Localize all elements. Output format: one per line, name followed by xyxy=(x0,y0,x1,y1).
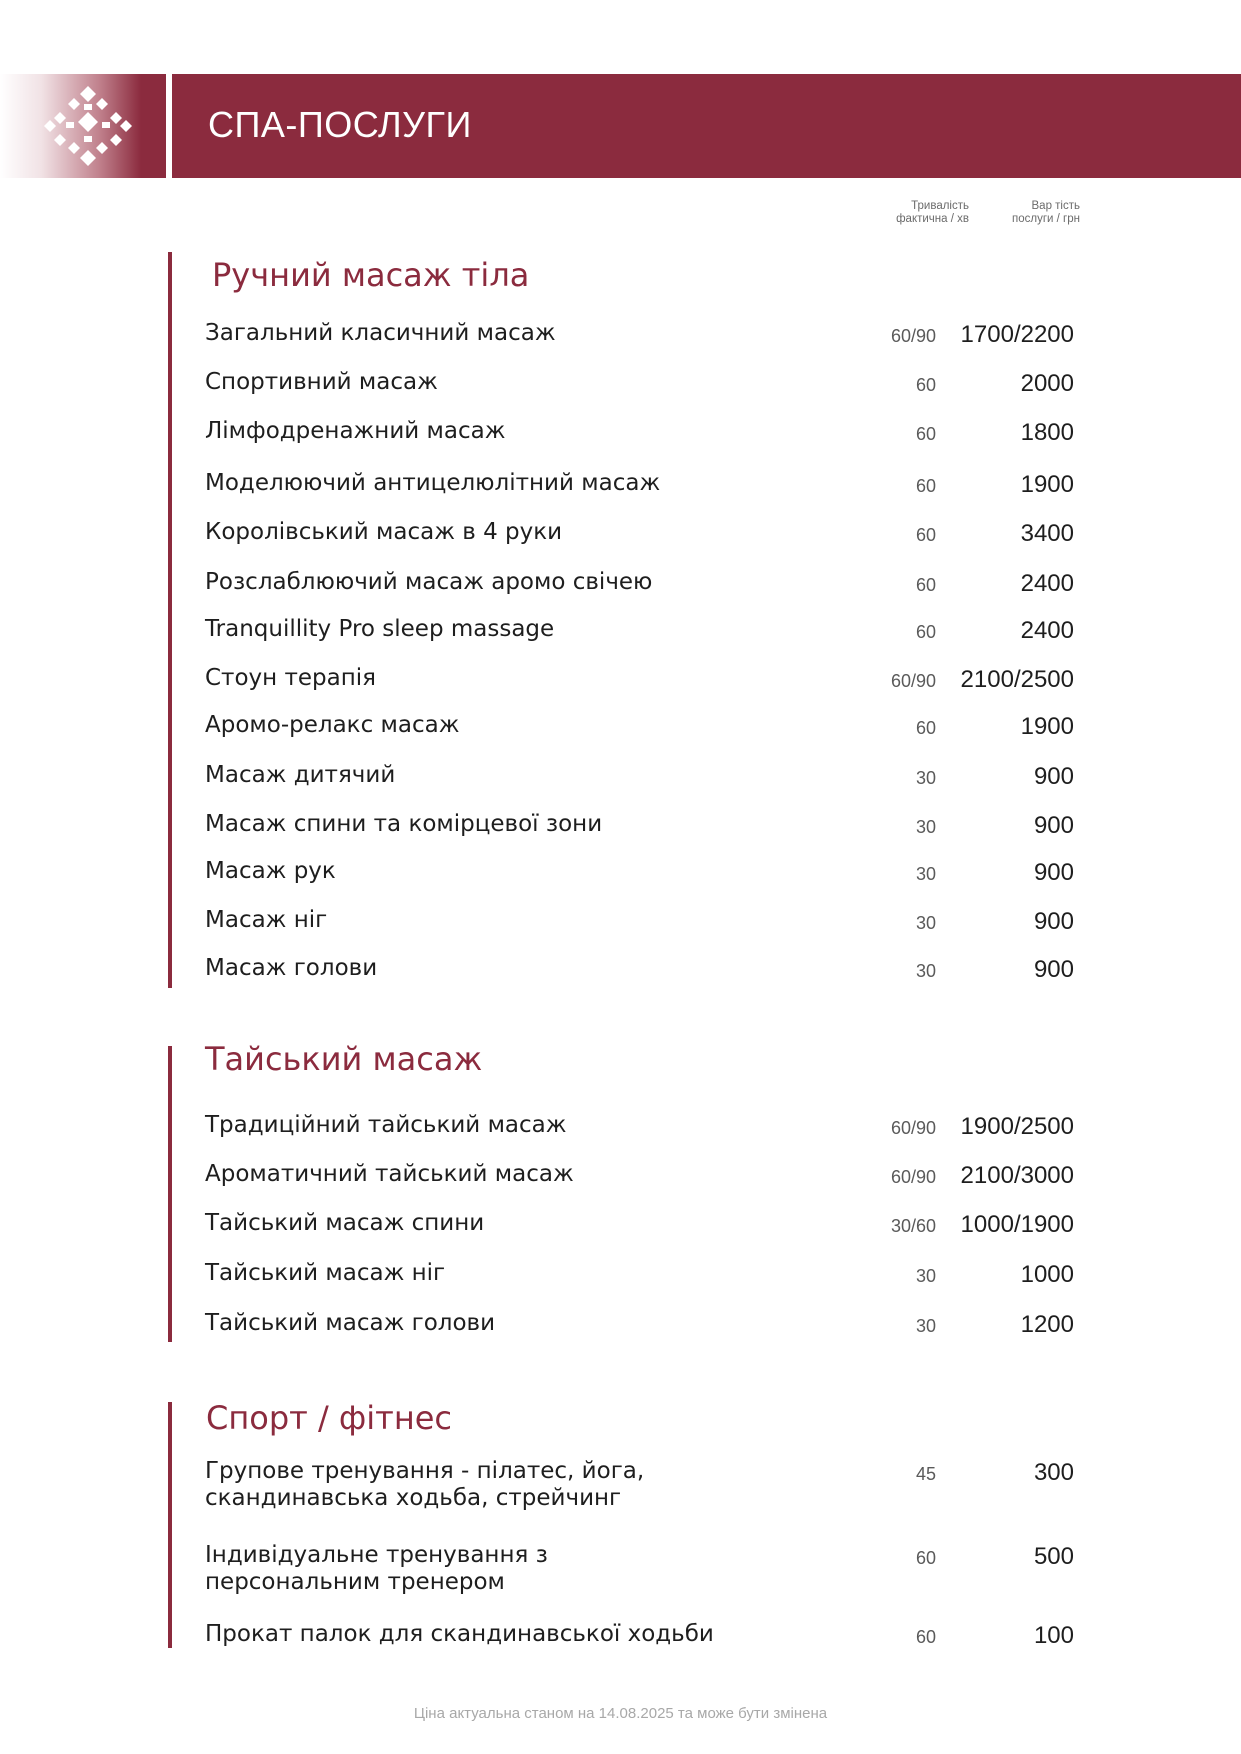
service-name: Лімфодренажний масаж xyxy=(205,418,506,444)
menu-row xyxy=(0,955,1241,995)
service-duration: 60 xyxy=(915,525,936,545)
service-name: Моделюючий антицелюлітний масаж xyxy=(205,470,661,496)
service-name: Tranquillity Pro sleep massage xyxy=(205,616,555,642)
service-price: 900 xyxy=(1033,859,1074,886)
section-accent-bar xyxy=(168,1402,172,1648)
service-name: Тайський масаж спини xyxy=(205,1210,485,1236)
menu-row xyxy=(0,858,1241,898)
service-name: Тайський масаж голови xyxy=(205,1310,496,1336)
service-duration: 60 xyxy=(915,1627,936,1647)
service-duration: 60/90 xyxy=(890,1118,936,1138)
menu-row xyxy=(0,907,1241,947)
service-duration: 30 xyxy=(915,864,936,884)
service-name: Масаж рук xyxy=(205,858,336,884)
service-duration: 30 xyxy=(915,768,936,788)
service-name: Масаж спини та комірцевої зони xyxy=(205,811,603,837)
service-name: Прокат палок для скандинавської ходьби xyxy=(205,1621,714,1647)
service-name: Королівський масаж в 4 руки xyxy=(205,519,563,545)
menu-row xyxy=(0,1458,1241,1518)
service-duration: 30 xyxy=(915,817,936,837)
menu-row xyxy=(0,1621,1241,1661)
service-duration: 60 xyxy=(915,476,936,496)
price-column-header xyxy=(1012,200,1080,226)
service-name: Традиційний тайський масаж xyxy=(205,1112,567,1138)
menu-row xyxy=(0,665,1241,705)
service-duration: 60/90 xyxy=(890,326,936,346)
price-header-line1: Вар тість xyxy=(1031,200,1080,212)
menu-row xyxy=(0,1310,1241,1350)
service-name: Аромо-релакс масаж xyxy=(205,712,460,738)
service-price: 1900/2500 xyxy=(960,1113,1074,1140)
duration-column-header xyxy=(896,200,969,226)
service-price: 300 xyxy=(1033,1459,1074,1486)
section-title-thai-massage: Тайський масаж xyxy=(205,1040,483,1078)
service-duration: 45 xyxy=(915,1464,936,1484)
service-duration: 60/90 xyxy=(890,1167,936,1187)
service-name: Ароматичний тайський масаж xyxy=(205,1161,574,1187)
service-price: 500 xyxy=(1033,1543,1074,1570)
service-name-line: Індивідуальне тренування з xyxy=(205,1542,548,1568)
embroidery-ornament-icon xyxy=(40,82,136,170)
service-duration: 30 xyxy=(915,1266,936,1286)
menu-row xyxy=(0,320,1241,360)
service-price: 2100/3000 xyxy=(960,1162,1074,1189)
menu-row xyxy=(0,1161,1241,1201)
menu-row xyxy=(0,762,1241,802)
duration-header-line1: Тривалість xyxy=(911,200,969,212)
menu-row xyxy=(0,616,1241,656)
service-duration: 30 xyxy=(915,1316,936,1336)
menu-row xyxy=(0,1542,1241,1602)
service-name: Спортивний масаж xyxy=(205,369,438,395)
menu-row xyxy=(0,519,1241,559)
service-name: Масаж ніг xyxy=(205,907,328,933)
menu-row xyxy=(0,369,1241,409)
service-name: Розслаблюючий масаж аромо свічею xyxy=(205,569,653,595)
service-duration: 60 xyxy=(915,575,936,595)
service-duration: 30/60 xyxy=(890,1216,936,1236)
service-price: 1900 xyxy=(1020,471,1074,498)
service-name xyxy=(205,1542,548,1596)
service-duration: 60 xyxy=(915,424,936,444)
service-name: Загальний класичний масаж xyxy=(205,320,556,346)
service-name-line: Групове тренування - пілатес, йога, xyxy=(205,1458,645,1484)
menu-row xyxy=(0,1112,1241,1152)
service-name: Масаж голови xyxy=(205,955,378,981)
menu-row xyxy=(0,569,1241,609)
service-duration: 30 xyxy=(915,961,936,981)
service-price: 1000/1900 xyxy=(960,1211,1074,1238)
service-price: 3400 xyxy=(1020,520,1074,547)
section-title-sport-fitness: Спорт / фітнес xyxy=(206,1399,453,1437)
service-duration: 60 xyxy=(915,718,936,738)
service-price: 900 xyxy=(1033,763,1074,790)
menu-row xyxy=(0,470,1241,510)
service-price: 900 xyxy=(1033,812,1074,839)
service-duration: 60 xyxy=(915,1548,936,1568)
service-price: 900 xyxy=(1033,956,1074,983)
menu-row xyxy=(0,811,1241,851)
service-name: Тайський масаж ніг xyxy=(205,1260,446,1286)
section-title-manual-massage: Ручний масаж тіла xyxy=(212,256,530,294)
page-title: СПА-ПОСЛУГИ xyxy=(208,104,472,145)
service-name-line: скандинавська ходьба, стрейчинг xyxy=(205,1485,622,1511)
price-disclaimer: Ціна актуальна станом на 14.08.2025 та може бути змінена xyxy=(413,1705,828,1722)
service-price: 1700/2200 xyxy=(960,321,1074,348)
service-price: 1000 xyxy=(1020,1261,1074,1288)
service-price: 900 xyxy=(1033,908,1074,935)
service-duration: 60 xyxy=(915,375,936,395)
service-price: 2100/2500 xyxy=(960,666,1074,693)
service-price: 1800 xyxy=(1020,419,1074,446)
service-duration: 60 xyxy=(915,622,936,642)
service-price: 2400 xyxy=(1020,570,1074,597)
menu-row xyxy=(0,418,1241,458)
service-price: 2000 xyxy=(1020,370,1074,397)
service-name-line: персональним тренером xyxy=(205,1569,505,1595)
service-price: 2400 xyxy=(1020,617,1074,644)
service-name: Стоун терапія xyxy=(205,665,376,691)
service-price: 1200 xyxy=(1020,1311,1074,1338)
price-header-line2: послуги / грн xyxy=(1012,213,1080,225)
service-price: 100 xyxy=(1033,1622,1074,1649)
menu-row xyxy=(0,1210,1241,1250)
menu-row xyxy=(0,712,1241,752)
logo-box xyxy=(0,74,166,178)
menu-row xyxy=(0,1260,1241,1300)
service-name: Масаж дитячий xyxy=(205,762,396,788)
service-price: 1900 xyxy=(1020,713,1074,740)
duration-header-line2: фактична / хв xyxy=(896,213,969,225)
service-duration: 60/90 xyxy=(890,671,936,691)
service-duration: 30 xyxy=(915,913,936,933)
service-name xyxy=(205,1458,644,1512)
